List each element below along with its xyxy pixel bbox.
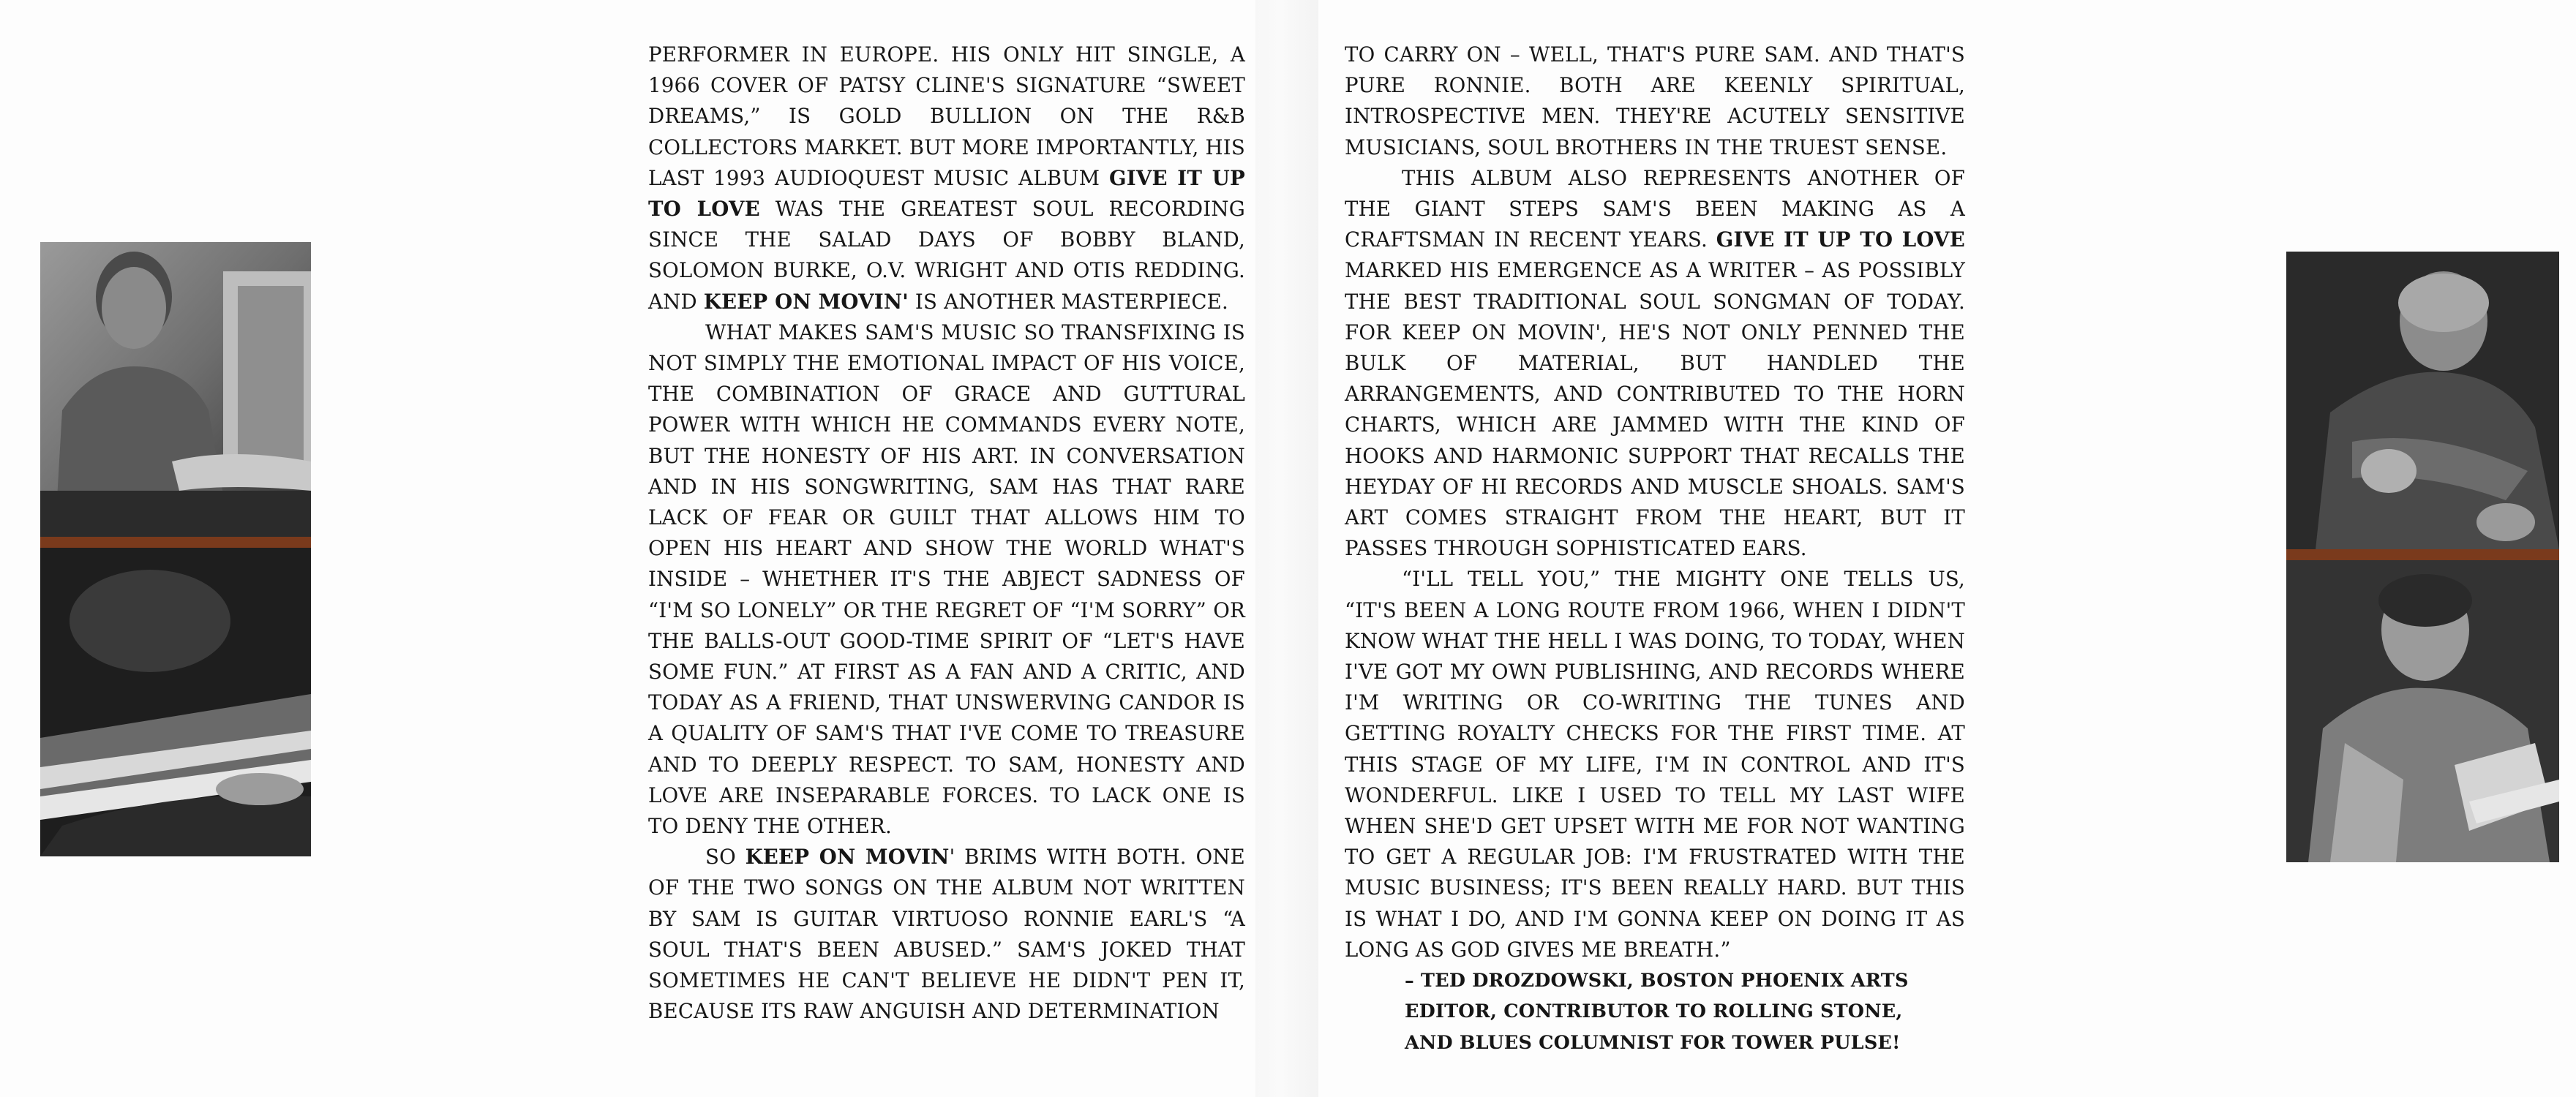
left-page-text [648,39,1245,1028]
byline: AND BLUES COLUMNIST FOR TOWER PULSE! [1405,1031,1901,1054]
text-run: WHAT MAKES SAM'S MUSIC SO TRANSFIXING IS NOT SIMPLY THE EMOTIONAL IMPACT OF HIS VOICE, THE COMBINATION OF GRACE AND GUTTURAL POWER WITH WHICH HE COMMANDS EVERY NOTE, BUT THE HONESTY OF HIS ART. IN CONVERSATION AND IN HIS SONGWRITING, SAM HAS THAT RARE LACK OF FEAR OR GUILT THAT ALLOWS HIM TO OPEN HIS HEART AND SHOW THE WORLD WHAT'S INSIDE – WHETHER IT'S THE ABJECT SADNESS OF “I'M SO LONELY” OR THE REGRET OF “I'M SORRY” OR THE BALLS-OUT GOOD-TIME SPIRIT OF “LET'S HAVE SOME FUN.” AT FIRST AS A FAN AND A CRITIC, AND TODAY AS A FRIEND, THAT UNSWERVING CANDOR IS A QUALITY OF SAM'S THAT I'VE COME TO TREASURE AND TO DEEPLY RESPECT. TO SAM, HONESTY AND LOVE ARE INSEPARABLE FORCES. TO LACK ONE IS TO DENY THE OTHER. [648,320,1245,839]
photo-divider [40,537,311,548]
text-run: PERFORMER IN EUROPE. HIS ONLY HIT SINGLE, A 1966 COVER OF PATSY CLINE'S SIGNATURE “SWEET DREAMS,” IS GOLD BULLION ON THE R&B COLLECTORS MARKET. BUT MORE IMPORTANTLY, HIS LAST 1993 AUDIOQUEST MUSIC ALBUM [648,42,1245,190]
byline: EDITOR, CONTRIBUTOR TO ROLLING STONE, [1405,1000,1903,1023]
photo-organist [40,548,311,856]
text-run: TO CARRY ON – WELL, THAT'S PURE SAM. AND THAT'S PURE RONNIE. BOTH ARE KEENLY SPIRITUAL, INTROSPECTIVE MEN. THEY'RE ACUTELY SENSITIVE MUSICIANS, SOUL BROTHERS IN THE TRUEST SENSE. [1345,42,1965,159]
photo-guitarist [2286,252,2559,549]
text-run: IS ANOTHER MASTERPIECE. [908,289,1228,314]
photo-bassist [2286,560,2559,862]
right-photo-strip [2286,252,2559,862]
text-run: THIS ALBUM ALSO REPRESENTS ANOTHER OF THE GIANT STEPS SAM'S BEEN MAKING AS A CRAFTSMAN IN RECENT YEARS. [1345,165,1965,252]
text-run: ' BRIMS WITH BOTH. ONE OF THE TWO SONGS ON THE ALBUM NOT WRITTEN BY SAM IS GUITAR VIRTUOSO RONNIE EARL'S “A SOUL THAT'S BEEN ABUSED.” SAM'S JOKED THAT SOMETIMES HE CAN'T BELIEVE HE DIDN'T PEN IT, BECAUSE ITS RAW ANGUISH AND DETERMINATION [648,845,1245,1024]
byline: – TED DROZDOWSKI, BOSTON PHOENIX ARTS [1405,970,1909,992]
album-title: KEEP ON MOVIN' [703,289,909,314]
text-run: “I'LL TELL YOU,” THE MIGHTY ONE TELLS US, “IT'S BEEN A LONG ROUTE FROM 1966, WHEN I DIDN'T KNOW WHAT THE HELL I WAS DOING, TO TODAY, WHEN I'VE GOT MY OWN PUBLISHING, AND RECORDS WHERE I'M WRITING OR CO-WRITING THE TUNES AND GETTING ROYALTY CHECKS FOR THE FIRST TIME. AT THIS STAGE OF MY LIFE, I'M IN CONTROL AND IT'S WONDERFUL. LIKE I USED TO TELL MY LAST WIFE WHEN SHE'D GET UPSET WITH ME FOR NOT WANTING TO GET A REGULAR JOB: I'M FRUSTRATED WITH THE MUSIC BUSINESS; IT'S BEEN REALLY HARD. BUT THIS IS WHAT I DO, AND I'M GONNA KEEP ON DOING IT AS LONG AS GOD GIVES ME BREATH.” [1345,567,1965,962]
text-run: WAS THE GREATEST SOUL RECORDING SINCE THE SALAD DAYS OF BOBBY BLAND, SOLOMON BURKE, O.V. WRIGHT AND OTIS REDDING. AND [648,197,1245,314]
paragraph [1345,564,1965,965]
center-gutter [1255,0,1318,1097]
text-run: MARKED HIS EMERGENCE AS A WRITER – AS POSSIBLY THE BEST TRADITIONAL SOUL SONGMAN OF TODAY. FOR KEEP ON MOVIN', HE'S NOT ONLY PENNED THE BULK OF MATERIAL, BUT HANDLED THE ARRANGEMENTS, AND CONTRIBUTED TO THE HORN CHARTS, WHICH ARE JAMMED WITH THE KIND OF HOOKS AND HARMONIC SUPPORT THAT RECALLS THE HEYDAY OF HI RECORDS AND MUSCLE SHOALS. SAM'S ART COMES STRAIGHT FROM THE HEART, BUT IT PASSES THROUGH SOPHISTICATED EARS. [1345,258,1965,561]
left-photo-strip [40,242,311,856]
paragraph [648,317,1245,842]
paragraph [648,39,1245,317]
paragraph [648,842,1245,1027]
photo-keyboardist [40,242,311,537]
text-run: SO [705,845,746,870]
album-title: GIVE IT UP TO LOVE [1716,227,1965,252]
album-title: KEEP ON MOVIN [745,845,950,870]
paragraph [1345,39,1965,163]
photo-divider [2286,549,2559,560]
paragraph [1345,163,1965,565]
album-title: GIVE IT UP TO LOVE [648,165,1245,222]
right-page-text [1345,39,1965,1058]
